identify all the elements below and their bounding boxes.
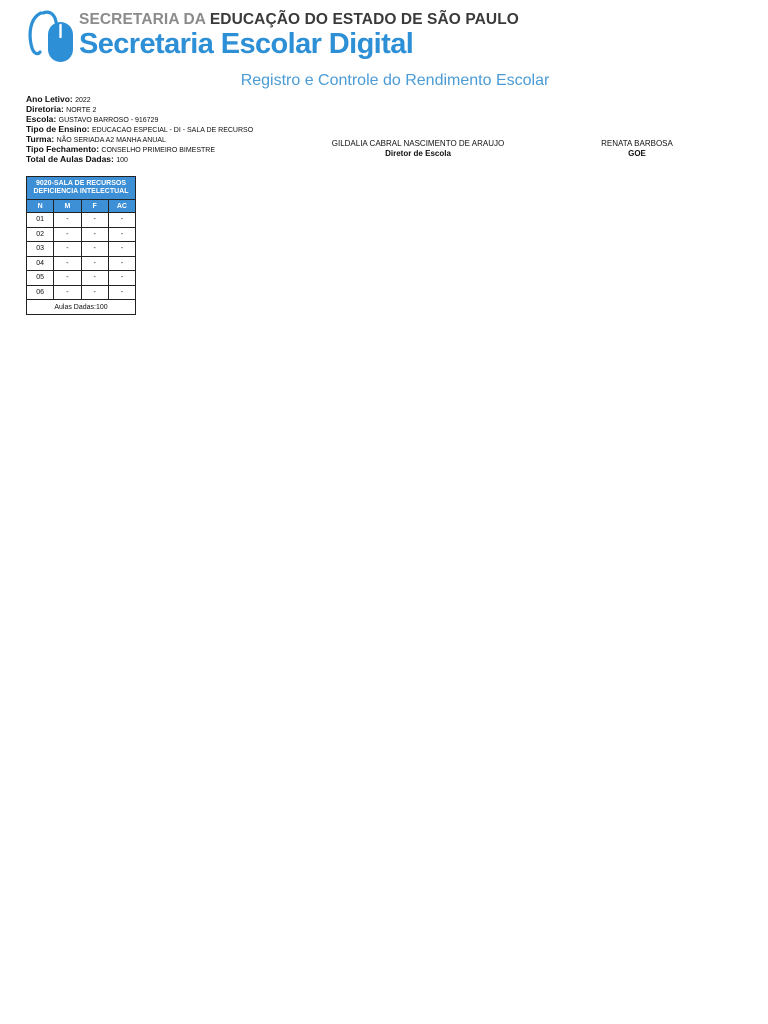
cell-m: - [54,242,81,257]
grade-table [26,176,136,315]
info-value: 2022 [75,97,91,104]
column-header-ac: AC [108,200,135,213]
table-row [27,213,136,228]
report-title: Registro e Controle do Rendimento Escolar [240,72,550,89]
app-name: Secretaria Escolar Digital [79,28,414,60]
cell-ac: - [108,256,135,271]
info-label: Tipo de Ensino: [26,124,90,134]
cell-n: 03 [27,242,54,257]
cell-ac: - [108,227,135,242]
table-row [27,271,136,286]
info-row-tipo-fechamento [26,144,253,154]
department-name [79,11,519,29]
table-row [27,256,136,271]
info-row-escola [26,114,253,124]
cell-f: - [81,227,108,242]
column-header-f: F [81,200,108,213]
subject-line-1: 9020-SALA DE RECURSOS [36,180,126,187]
cell-m: - [54,256,81,271]
info-row-turma [26,134,253,144]
signature-role: GOE [628,149,646,158]
table-row [27,227,136,242]
mouse-icon [28,10,78,64]
info-label: Turma: [26,134,55,144]
signature-name: GILDALIA CABRAL NASCIMENTO DE ARAUJO [331,139,505,148]
signature-director [318,139,518,159]
cell-ac: - [108,213,135,228]
column-header-n: N [27,200,54,213]
cell-m: - [54,213,81,228]
cell-f: - [81,242,108,257]
info-value: CONSELHO PRIMEIRO BIMESTRE [101,147,215,154]
info-label: Tipo Fechamento: [26,144,100,154]
info-label: Diretoria: [26,104,64,114]
cell-m: - [54,285,81,300]
info-value: EDUCACAO ESPECIAL - DI - SALA DE RECURSO [91,127,254,134]
cell-n: 04 [27,256,54,271]
info-row-diretoria [26,104,253,114]
info-row-ano-letivo [26,94,253,104]
cell-m: - [54,227,81,242]
info-value: NORTE 2 [66,107,97,114]
cell-f: - [81,256,108,271]
signature-role: Diretor de Escola [385,149,451,158]
info-row-tipo-ensino [26,124,253,134]
info-label: Total de Aulas Dadas: [26,154,114,164]
table-row [27,285,136,300]
signature-name: RENATA BARBOSA [601,139,673,148]
report-info [26,94,253,164]
info-row-total-aulas [26,154,253,164]
info-label: Escola: [26,114,57,124]
department-rest: EDUCAÇÃO DO ESTADO DE SÃO PAULO [209,11,519,28]
cell-ac: - [108,285,135,300]
cell-ac: - [108,242,135,257]
cell-n: 01 [27,213,54,228]
cell-n: 05 [27,271,54,286]
cell-ac: - [108,271,135,286]
info-value: GUSTAVO BARROSO - 916729 [58,117,159,124]
cell-n: 06 [27,285,54,300]
aulas-dadas-footer: Aulas Dadas:100 [27,300,136,315]
department-prefix: SECRETARIA DA [79,11,210,28]
table-row [27,242,136,257]
cell-n: 02 [27,227,54,242]
info-value: 100 [116,157,128,164]
cell-f: - [81,271,108,286]
cell-m: - [54,271,81,286]
info-label: Ano Letivo: [26,94,73,104]
subject-line-2: DEFICIENCIA INTELECTUAL [33,188,129,195]
signature-goe [587,139,687,159]
info-value: NÃO SERIADA A2 MANHA ANUAL [56,137,166,144]
column-header-m: M [54,200,81,213]
subject-header [27,177,136,200]
cell-f: - [81,285,108,300]
cell-f: - [81,213,108,228]
